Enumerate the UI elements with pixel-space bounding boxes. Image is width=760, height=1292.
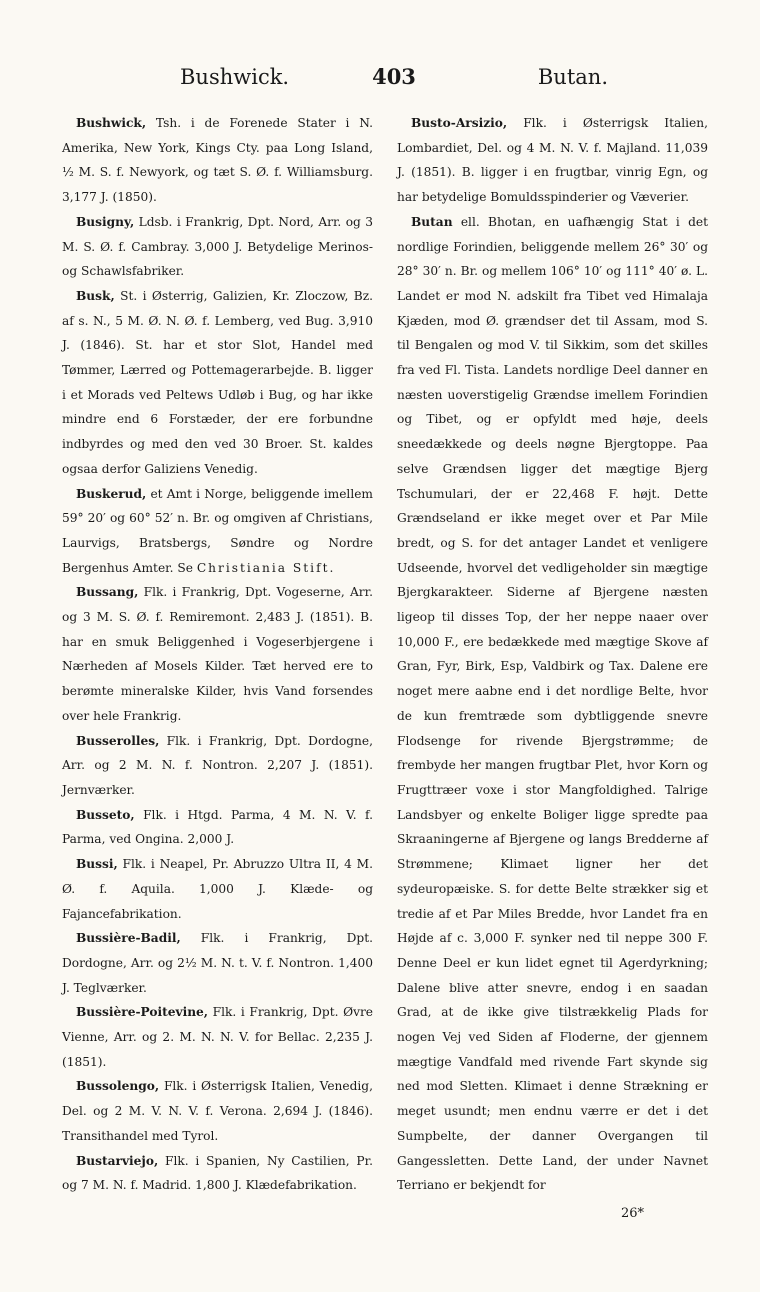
entry-headword: Bussang,: [76, 585, 139, 600]
entry-text: Tsh. i de Forenede Stater i N. Amerika, New York, Kings Cty. paa Long Island, ½ M. S. f. Newyork, og tæt S. Ø. f. Williamsburg. 3,177 J. (1850).: [62, 116, 373, 205]
entry-headword: Buskerud,: [76, 486, 147, 501]
entry-butan: [397, 210, 708, 1198]
entry-busseto: [62, 803, 373, 852]
entry-text: Flk. i Spanien, Ny Castilien, Pr. og 7 M. N. f. Madrid. 1,800 J. Klædefabrikation.: [62, 1153, 373, 1193]
right-column: [397, 111, 708, 1226]
entry-headword: Busto-Arsizio,: [411, 116, 508, 130]
text-columns: [62, 111, 708, 1226]
entry-bustarviejo: [62, 1149, 373, 1198]
entry-headword: Busk,: [76, 288, 115, 303]
entry-headword: Busseto,: [76, 807, 135, 822]
entry-text: Flk. i Htgd. Parma, 4 M. N. V. f. Parma, ved Ongina. 2,000 J.: [62, 807, 373, 847]
entry-bussolengo: [62, 1074, 373, 1148]
entry-busigny: [62, 210, 373, 284]
cross-reference: Christiania Stift.: [196, 560, 336, 575]
entry-busto-arsizio: [397, 111, 708, 210]
right-guide-word: Butan.: [537, 65, 608, 89]
entry-text: Flk. i Frankrig, Dpt. Øvre Vienne, Arr. og 2. M. N. N. V. for Bellac. 2,235 J. (1851).: [62, 1005, 373, 1069]
entry-headword: Bussi,: [76, 857, 118, 872]
entry-text: Flk. i Østerrigsk Italien, Lombardiet, Del. og 4 M. N. V. f. Majland. 11,039 J. (1851). B. ligger i en frugtbar, vinrig Egn, og har betydelige Bomuldsspinderier og Væverier.: [397, 116, 708, 205]
entry-headword: Bustarviejo,: [76, 1153, 159, 1168]
entry-headword: Bushwick,: [76, 116, 147, 130]
signature-mark: 26*: [620, 1205, 644, 1221]
entry-headword: Bussolengo,: [76, 1079, 160, 1094]
entry-text: Flk. i Østerrigsk Italien, Venedig, Del. og 2 M. V. N. V. f. Verona. 2,694 J. (1846). Transithandel med Tyrol.: [62, 1079, 373, 1143]
left-column: [62, 111, 373, 1226]
entry-text: Flk. i Neapel, Pr. Abruzzo Ultra II, 4 M. Ø. f. Aquila. 1,000 J. Klæde- og Fajancefabrikation.: [62, 857, 373, 921]
entry-bussiere-badil: [62, 926, 373, 1000]
entry-headword: Busigny,: [76, 214, 135, 229]
entry-bushwick: [62, 111, 373, 210]
entry-text: Flk. i Frankrig, Dpt. Dordogne, Arr. og 2 M. N. f. Nontron. 2,207 J. (1851). Jernværker.: [62, 733, 373, 797]
left-guide-word: Bushwick.: [180, 65, 290, 89]
entry-headword: Butan: [411, 214, 453, 229]
entry-text: Flk. i Frankrig, Dpt. Vogeserne, Arr. og 3 M. S. Ø. f. Remiremont. 2,483 J. (1851). B. har en smuk Beliggenhed i Vogeserbjergene i Nærheden af Mosels Kilder. Tæt herved ere to berømte mineralske Kilder, hvis Vand forsendes over hele Frankrig.: [62, 585, 373, 723]
entry-busk: [62, 284, 373, 482]
entry-headword: Bussière-Poitevine,: [76, 1005, 209, 1020]
entry-bussang: [62, 580, 373, 728]
entry-text: Ldsb. i Frankrig, Dpt. Nord, Arr. og 3 M. S. Ø. f. Cambray. 3,000 J. Betydelige Merinos- og Schawlsfabriker.: [62, 214, 373, 279]
page-number: 403: [372, 64, 416, 89]
entry-headword: Busserolles,: [76, 733, 160, 748]
entry-text: Flk. i Frankrig, Dpt. Dordogne, Arr. og 2½ M. N. t. V. f. Nontron. 1,400 J. Teglværker.: [62, 931, 373, 995]
entry-text: St. i Østerrig, Galizien, Kr. Zloczow, Bz. af s. N., 5 M. Ø. N. Ø. f. Lemberg, ved Bug. 3,910 J. (1846). St. har et stor Slot, Handel med Tømmer, Lærred og Pottemagerarbejde. B. ligger i et Morads ved Peltews Udløb i Bug, og har ikke mindre end 6 Forstæder, der ere forbundne indbyrdes og med den ved 30 Broer. St. kaldes ogsaa derfor Galiziens Venedig.: [62, 288, 373, 476]
entry-bussiere-poitevine: [62, 1000, 373, 1074]
entry-text: et Amt i Norge, beliggende imellem 59° 20′ og 60° 52′ n. Br. og omgiven af Christians, Laurvigs, Bratsbergs, Søndre og Nordre Bergenhus Amter. Se: [62, 486, 373, 575]
entry-buskerud: [62, 482, 373, 581]
entry-text: ell. Bhotan, en uafhængig Stat i det nordlige Forindien, beliggende mellem 26° 30′ og 28° 30′ n. Br. og mellem 106° 10′ og 111° 40′ ø. L. Landet er mod N. adskilt fra Tibet ved Himalaja Kjæden, mod Ø. grændser det til Assam, mod S. til Bengalen og mod V. til Sikkim, som det skilles fra ved Fl. Tista. Landets nordlige Deel danner en næsten uoverstigelig Grændse imellem Forindien og Tibet, og er opfyldt med høje, deels sneedækkede og deels nøgne Bjergtoppe. Paa selve Grændsen ligger det mægtige Bjerg Tschumulari, der er 22,468 F. højt. Dette Grændseland er ikke meget over et Par Mile bredt, og S. for det antager Landet et venligere Udseende, hvorvel det vedligeholder sin mægtige Bjergkarakteer. Siderne af Bjergene næsten ligeop til disses Top, der her neppe naaer over 10,000 F., ere bedækkede med mægtige Skove af Gran, Fyr, Birk, Esp, Valdbirk og Tax. Dalene ere noget mere aabne end i det nordlige Belte, hvor de kun fremtræde som dybtliggende snevre Flodsenge for rivende Bjergstrømme; de frembyde her mangen frugtbar Plet, hvor Korn og Frugttræer voxe i stor Mangfoldighed. Talrige Landsbyer og enkelte Boliger ligge spredte paa Skraaningerne af Bjergene og langs Bredderne af Strømmene; Klimaet ligner her det sydeuropæiske. S. for dette Belte strækker sig et tredie af et Par Miles Bredde, hvor Landet fra en Højde af c. 3,000 F. synker ned til neppe 300 F. Denne Deel er kun lidet egnet til Agerdyrkning; Dalene blive atter snevre, endog i en saadan Grad, at de ikke give tilstrækkelig Plads for nogen Vej ved Siden af Floderne, der gjennem mægtige Vandfald med rivende Fart skynde sig ned mod Sletten. Klimaet i denne Strækning er meget usundt; men endnu værre er det i det Sumpbelte, der danner Overgangen til Gangessletten. Dette Land, der under Navnet Terriano er bekjendt for: [397, 214, 708, 1193]
entry-headword: Bussière-Badil,: [76, 931, 181, 946]
entry-bussi: [62, 852, 373, 926]
entry-busserolles: [62, 729, 373, 803]
running-header: [62, 64, 708, 89]
